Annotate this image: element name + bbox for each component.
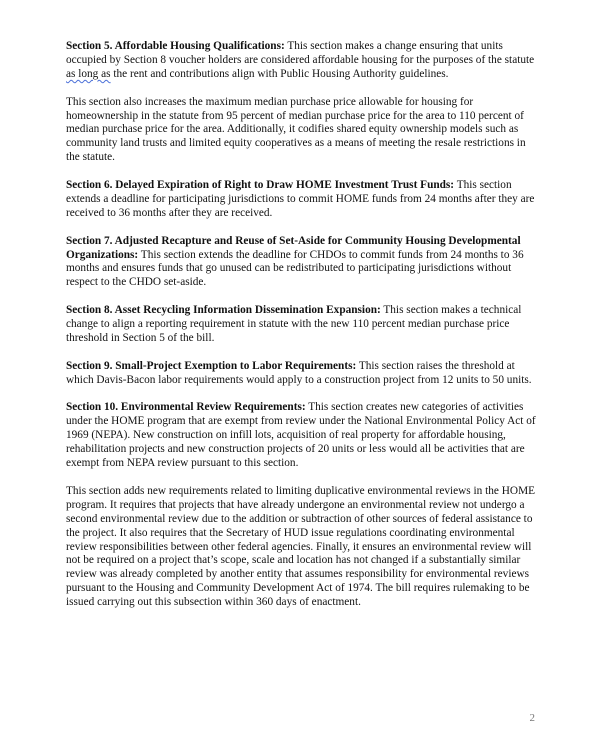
section-5-text-before: This section makes a change ensuring that units occupied by Section 8 voucher holders are considered affordable housing for the purposes of the statute [66, 40, 535, 66]
page-number: 2 [529, 712, 535, 724]
section-10-paragraph [66, 401, 536, 471]
section-5-heading: Section 5. Affordable Housing Qualifications: [66, 40, 285, 52]
section-10-heading: Section 10. Environmental Review Requirements: [66, 401, 306, 414]
section-7-heading: Section 7. Adjusted Recapture and Reuse of Set-Aside for Community Housing Developmental Organizations: [66, 234, 521, 261]
section-5-continued-text: This section also increases the maximum median purchase price allowable for housing for homeownership in the statute from 95 percent of median purchase price for the area to 110 percent of median purchase price for the area. Additionally, it codifies shared equity ownership models such as community land trusts and limited equity cooperatives as a means of meeting the resale restrictions in the statute. [66, 95, 526, 164]
section-7-text: This section extends the deadline for CHDOs to commit funds from 24 months to 36 months and ensures funds that go unused can be redistributed to participating jurisdictions without respect to the CHDO set-aside. [66, 248, 524, 289]
section-9-heading: Section 9. Small-Project Exemption to Labor Requirements: [66, 359, 357, 372]
section-10-continued-paragraph [66, 485, 536, 610]
section-9-paragraph [66, 360, 536, 388]
section-9-text: This section raises the threshold at which Davis-Bacon labor requirements would apply to a construction project from 12 units to 50 units. [66, 359, 532, 386]
section-8-paragraph [66, 304, 536, 346]
section-10-text: This section creates new categories of activities under the HOME program that are exempt from review under the National Environmental Policy Act of 1969 (NEPA). New construction on infill lots, acquisition of real property for affordable housing, rehabilitation projects and new construction projects of 20 units or less would all be activities that are exempt from NEPA review pursuant to this section. [66, 401, 536, 470]
section-5-text-after: the rent and contributions align with Public Housing Authority guidelines. [110, 67, 449, 80]
spellcheck-flagged-phrase[interactable]: as long as [66, 67, 111, 80]
document-body [66, 40, 536, 624]
section-6-heading: Section 6. Delayed Expiration of Right to Draw HOME Investment Trust Funds: [66, 179, 455, 192]
section-8-text: This section makes a technical change to align a reporting requirement in statute with the new 110 percent median purchase price threshold in Section 5 of the bill. [66, 304, 522, 344]
section-5-paragraph [66, 40, 536, 82]
section-6-paragraph [66, 179, 536, 221]
section-7-paragraph [66, 235, 536, 291]
section-10-continued-text: This section adds new requirements related to limiting duplicative environmental reviews in the HOME program. It requires that projects that have already undergone an environmental review not undergo a second environmental review due to the addition or subtraction of other sources of federal assistance to the project. It also requires that the Secretary of HUD issue regulations coordinating environmental review responsibilities between other federal agencies. Finally, it ensures an environmental review will not be required on a project that’s scope, scale and location has not changed if a substantially similar review was already completed by another entity that assumes responsibility for environmental reviews pursuant to the Housing and Community Development Act of 1974. The bill requires rulemaking to be issued carrying out this subsection within 360 days of enactment. [66, 484, 536, 609]
section-8-heading: Section 8. Asset Recycling Information Dissemination Expansion: [66, 304, 381, 317]
section-5-continued-paragraph [66, 96, 536, 166]
section-6-text: This section extends a deadline for participating jurisdictions to commit HOME funds from 24 months after they are received to 36 months after they are received. [66, 179, 535, 219]
